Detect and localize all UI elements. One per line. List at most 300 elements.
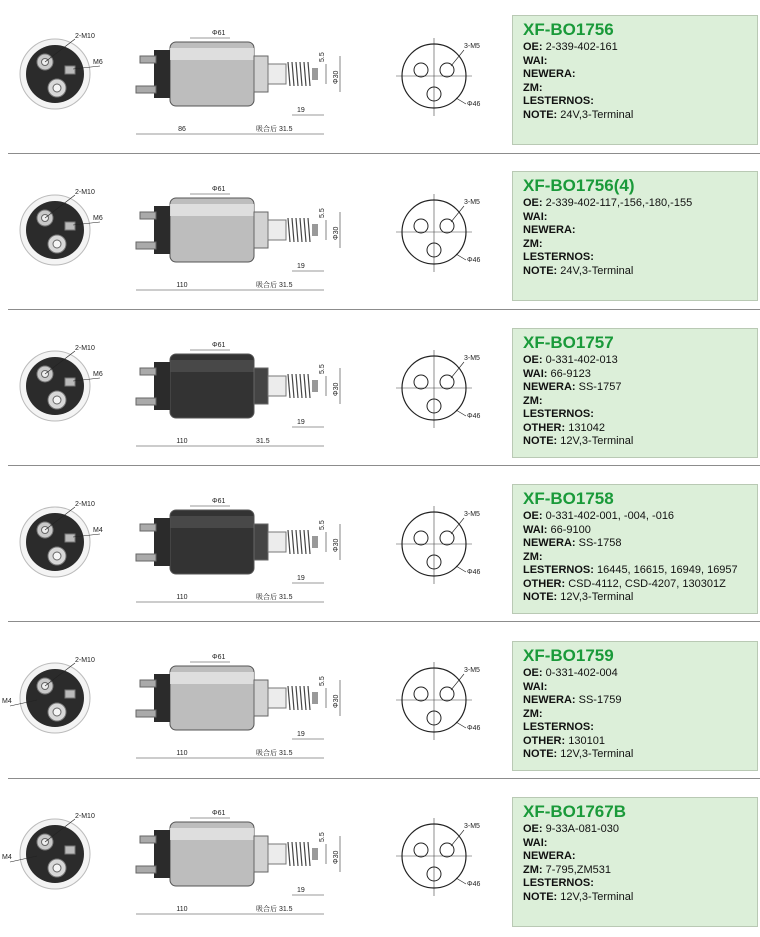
- length-label: 110: [176, 906, 188, 913]
- side-view: [136, 30, 340, 134]
- spring-coil: [304, 842, 306, 866]
- terminal-end-view: [2, 813, 95, 889]
- product-drawings: [0, 628, 505, 778]
- gap-label: 19: [297, 731, 305, 738]
- spec-label: LESTERNOS:: [523, 721, 594, 733]
- flange-diameter-label: Φ46: [467, 101, 481, 108]
- body-highlight: [170, 516, 254, 528]
- spring-coil: [296, 218, 298, 242]
- travel-label: 31.5: [256, 438, 270, 445]
- model-number: XF-BO1756(4): [523, 176, 635, 195]
- front-flange: [254, 212, 268, 248]
- spring-coil: [304, 530, 306, 554]
- spec-label: OTHER:: [523, 421, 566, 434]
- terminal-thread-label: 2-M10: [75, 813, 95, 820]
- spec-label: NOTE:: [523, 748, 558, 760]
- spec-line: [523, 354, 757, 368]
- product-drawings: [0, 160, 505, 310]
- plunger-tip: [312, 380, 318, 392]
- flange-view: [396, 38, 480, 116]
- spec-label: WAI:: [523, 54, 548, 67]
- spec-line: [523, 564, 757, 578]
- spec-card: [512, 484, 758, 614]
- flange-view: [396, 350, 480, 428]
- spring-coil: [304, 218, 306, 242]
- spec-line: [523, 537, 757, 551]
- holes-label: 3-M5: [464, 355, 480, 362]
- plunger-label: 5.5: [319, 520, 326, 530]
- spring-coil: [296, 62, 298, 86]
- mount-hole: [414, 219, 428, 233]
- plunger-diameter-label: Φ30: [333, 70, 340, 84]
- leader-line: [451, 50, 464, 66]
- flange-view: [396, 506, 480, 584]
- spec-label: NOTE:: [523, 108, 558, 121]
- flange-view: [396, 662, 480, 740]
- spec-line: [523, 224, 757, 238]
- spring-coil: [296, 374, 298, 398]
- spec-line: [523, 837, 757, 851]
- leader-line: [451, 830, 464, 846]
- spring-coil: [300, 686, 302, 710]
- body-highlight: [170, 672, 254, 684]
- mount-hole: [414, 531, 428, 545]
- spec-line: [523, 395, 757, 409]
- flange-diameter-label: Φ46: [467, 413, 481, 420]
- spring-coil: [304, 374, 306, 398]
- small-terminal: [65, 222, 75, 230]
- spec-label: ZM:: [523, 707, 543, 720]
- leader-line: [451, 206, 464, 222]
- spring-coil: [304, 686, 306, 710]
- holes-label: 3-M5: [464, 667, 480, 674]
- stud-thread-label: M4: [2, 854, 12, 861]
- travel-label: 吸合后 31.5: [256, 282, 293, 289]
- body-diameter-label: Φ61: [212, 810, 226, 817]
- spec-line: [523, 864, 757, 878]
- spring-coil: [296, 686, 298, 710]
- side-view: [136, 654, 340, 758]
- plunger-diameter-label: Φ30: [333, 382, 340, 396]
- plunger-collar: [268, 64, 286, 84]
- side-view: [136, 498, 340, 602]
- spec-line: [523, 748, 757, 762]
- spec-label: NEWERA:: [523, 68, 576, 80]
- spring-coil: [288, 686, 290, 710]
- leader-line: [456, 98, 466, 104]
- mount-hole: [414, 63, 428, 77]
- terminal-nut: [53, 84, 61, 92]
- spec-label: NOTE:: [523, 591, 558, 603]
- plunger-diameter-label: Φ30: [333, 538, 340, 552]
- gap-label: 19: [297, 263, 305, 270]
- spec-label: LESTERNOS:: [523, 95, 594, 107]
- spec-line: [523, 591, 757, 605]
- spec-card: [512, 15, 758, 145]
- spec-value: 2-339-402-161: [545, 41, 618, 53]
- terminal-bolt-bottom: [136, 710, 156, 717]
- spec-card: [512, 641, 758, 771]
- terminal-bolt-bottom: [136, 866, 156, 873]
- terminal-thread-label: 2-M10: [75, 657, 95, 664]
- row-divider: [8, 465, 760, 466]
- spec-value: 24V,3-Terminal: [560, 108, 634, 121]
- spec-line: [523, 82, 757, 96]
- leader-line: [451, 518, 464, 534]
- terminal-end-view: [20, 501, 103, 577]
- stud-thread-label: M6: [93, 371, 103, 378]
- spring-coil: [300, 530, 302, 554]
- terminal-bolt-bottom: [136, 398, 156, 405]
- body-diameter-label: Φ61: [212, 498, 226, 505]
- spring-coil: [292, 842, 294, 866]
- plunger-tip: [312, 224, 318, 236]
- spring-coil: [292, 62, 294, 86]
- spring-coil: [300, 374, 302, 398]
- spring-coil: [300, 62, 302, 86]
- spec-label: OE:: [523, 667, 543, 679]
- body-highlight: [170, 204, 254, 216]
- small-terminal: [65, 66, 75, 74]
- spec-line: [523, 55, 757, 69]
- plunger-diameter-label: Φ30: [333, 226, 340, 240]
- spec-label: WAI:: [523, 836, 548, 849]
- plunger-label: 5.5: [319, 364, 326, 374]
- product-drawings: [0, 472, 505, 622]
- travel-label: 吸合后 31.5: [256, 126, 293, 133]
- model-number: XF-BO1767B: [523, 802, 626, 821]
- product-row: [0, 316, 760, 466]
- spec-label: OE:: [523, 354, 543, 366]
- spring-coil: [308, 62, 310, 86]
- plunger-collar: [268, 532, 286, 552]
- spring-coil: [292, 530, 294, 554]
- spec-value: 24V,3-Terminal: [560, 264, 634, 277]
- plunger-label: 5.5: [319, 832, 326, 842]
- spring-coil: [308, 686, 310, 710]
- front-flange: [254, 680, 268, 716]
- spec-label: LESTERNOS:: [523, 251, 594, 263]
- spec-line: [523, 578, 757, 592]
- spec-label: WAI:: [523, 523, 548, 536]
- terminal-bolt-bottom: [136, 554, 156, 561]
- spec-label: NEWERA:: [523, 537, 576, 549]
- spec-label: NEWERA:: [523, 224, 576, 236]
- terminal-thread-label: 2-M10: [75, 501, 95, 508]
- spec-value: 12V,3-Terminal: [560, 748, 634, 760]
- spring-coil: [292, 686, 294, 710]
- spec-value: 130101: [568, 734, 605, 747]
- plunger-tip: [312, 536, 318, 548]
- leader-line: [456, 878, 466, 884]
- spec-value: 16445, 16615, 16949, 16957: [596, 564, 738, 576]
- terminal-bolt-top: [140, 56, 156, 63]
- side-view: [136, 342, 340, 446]
- spec-value: 2-339-402-117,-156,-180,-155: [545, 197, 693, 209]
- spec-value: SS-1758: [578, 537, 622, 549]
- flange-view: [396, 818, 480, 896]
- plunger-diameter-label: Φ30: [333, 694, 340, 708]
- spec-label: NEWERA:: [523, 381, 576, 393]
- spec-value: 12V,3-Terminal: [560, 591, 634, 603]
- gap-label: 19: [297, 419, 305, 426]
- spring-coil: [288, 530, 290, 554]
- spec-line: [523, 435, 757, 449]
- spec-label: ZM:: [523, 394, 543, 407]
- spring-coil: [300, 842, 302, 866]
- row-divider: [8, 309, 760, 310]
- terminal-bolt-bottom: [136, 242, 156, 249]
- gap-label: 19: [297, 887, 305, 894]
- spec-value: 12V,3-Terminal: [560, 435, 634, 447]
- flange-diameter-label: Φ46: [467, 257, 481, 264]
- plunger-label: 5.5: [319, 52, 326, 62]
- body-diameter-label: Φ61: [212, 654, 226, 661]
- spec-label: OE:: [523, 41, 543, 53]
- plunger-collar: [268, 844, 286, 864]
- leader-line: [451, 362, 464, 378]
- spec-value: 0-331-402-004: [545, 667, 618, 679]
- model-number: XF-BO1758: [523, 489, 614, 508]
- spec-label: NEWERA:: [523, 850, 576, 862]
- spec-label: NEWERA:: [523, 694, 576, 706]
- stud-thread-label: M6: [93, 59, 103, 66]
- spring-coil: [304, 62, 306, 86]
- length-label: 110: [176, 750, 188, 757]
- leader-line: [456, 410, 466, 416]
- spec-value: CSD-4112, CSD-4207, 130301Z: [568, 577, 726, 590]
- terminal-nut: [53, 396, 61, 404]
- spec-label: ZM:: [523, 237, 543, 250]
- body-diameter-label: Φ61: [212, 186, 226, 193]
- small-terminal: [65, 846, 75, 854]
- spec-label: OE:: [523, 197, 543, 209]
- front-flange: [254, 368, 268, 404]
- spec-line: [523, 694, 757, 708]
- terminal-bolt-bottom: [136, 86, 156, 93]
- spring-coil: [296, 842, 298, 866]
- spec-line: [523, 850, 757, 864]
- terminal-nut: [53, 552, 61, 560]
- travel-label: 吸合后 31.5: [256, 750, 293, 757]
- spec-line: [523, 251, 757, 265]
- plunger-collar: [268, 220, 286, 240]
- flange-diameter-label: Φ46: [467, 725, 481, 732]
- product-drawings: [0, 316, 505, 466]
- spec-value: 7-795,ZM531: [545, 863, 612, 876]
- terminal-bolt-top: [140, 212, 156, 219]
- terminal-nut: [53, 240, 61, 248]
- travel-label: 吸合后 31.5: [256, 594, 293, 601]
- leader-line: [456, 722, 466, 728]
- flange-diameter-label: Φ46: [467, 569, 481, 576]
- spec-label: NOTE:: [523, 890, 558, 903]
- gap-label: 19: [297, 575, 305, 582]
- product-row: [0, 628, 760, 778]
- spec-label: NOTE:: [523, 264, 558, 277]
- spec-label: OE:: [523, 823, 543, 835]
- spec-line: [523, 408, 757, 422]
- front-flange: [254, 836, 268, 872]
- terminal-nut: [53, 864, 61, 872]
- spec-value: 9-33A-081-030: [545, 823, 620, 835]
- spec-label: OTHER:: [523, 577, 566, 590]
- spec-line: [523, 41, 757, 55]
- spec-line: [523, 197, 757, 211]
- terminal-end-view: [20, 33, 103, 109]
- flange-view: [396, 194, 480, 272]
- spec-value: 66-9123: [550, 367, 591, 380]
- spec-line: [523, 708, 757, 722]
- spec-line: [523, 368, 757, 382]
- product-row: [0, 4, 760, 154]
- stud-thread-label: M4: [93, 527, 103, 534]
- spec-line: [523, 381, 757, 395]
- spec-line: [523, 109, 757, 123]
- spec-line: [523, 211, 757, 225]
- spec-label: WAI:: [523, 680, 548, 693]
- plunger-collar: [268, 376, 286, 396]
- spec-line: [523, 422, 757, 436]
- body-diameter-label: Φ61: [212, 342, 226, 349]
- spring-coil: [292, 218, 294, 242]
- plunger-tip: [312, 68, 318, 80]
- spec-label: WAI:: [523, 210, 548, 223]
- row-divider: [8, 778, 760, 779]
- spring-coil: [300, 218, 302, 242]
- spec-label: LESTERNOS:: [523, 877, 594, 889]
- spring-coil: [288, 218, 290, 242]
- model-number: XF-BO1757: [523, 333, 614, 352]
- terminal-bolt-top: [140, 836, 156, 843]
- spec-value: 12V,3-Terminal: [560, 890, 634, 903]
- holes-label: 3-M5: [464, 511, 480, 518]
- terminal-end-view: [20, 345, 103, 421]
- plunger-collar: [268, 688, 286, 708]
- spec-label: ZM:: [523, 550, 543, 563]
- side-view: [136, 810, 340, 914]
- holes-label: 3-M5: [464, 199, 480, 206]
- spec-line: [523, 891, 757, 905]
- terminal-nut: [53, 708, 61, 716]
- spring-coil: [288, 374, 290, 398]
- holes-label: 3-M5: [464, 43, 480, 50]
- spec-line: [523, 735, 757, 749]
- spec-value: 66-9100: [550, 523, 591, 536]
- product-row: [0, 160, 760, 310]
- leader-line: [451, 674, 464, 690]
- spec-label: ZM:: [523, 81, 543, 94]
- mount-hole: [414, 843, 428, 857]
- product-row: [0, 784, 760, 934]
- terminal-bolt-top: [140, 524, 156, 531]
- model-number: XF-BO1759: [523, 646, 614, 665]
- spring-coil: [308, 218, 310, 242]
- small-terminal: [65, 690, 75, 698]
- flange-diameter-label: Φ46: [467, 881, 481, 888]
- travel-label: 吸合后 31.5: [256, 906, 293, 913]
- spec-line: [523, 265, 757, 279]
- terminal-bolt-top: [140, 368, 156, 375]
- row-divider: [8, 153, 760, 154]
- spec-line: [523, 681, 757, 695]
- terminal-thread-label: 2-M10: [75, 189, 95, 196]
- spec-label: OTHER:: [523, 734, 566, 747]
- terminal-thread-label: 2-M10: [75, 345, 95, 352]
- spec-card: [512, 797, 758, 927]
- spring-coil: [308, 842, 310, 866]
- spec-line: [523, 721, 757, 735]
- spec-value: SS-1759: [578, 694, 622, 706]
- body-highlight: [170, 360, 254, 372]
- terminal-end-view: [2, 657, 95, 733]
- product-drawings: [0, 4, 505, 154]
- spec-card: [512, 328, 758, 458]
- body-highlight: [170, 48, 254, 60]
- length-label: 110: [176, 438, 188, 445]
- length-label: 110: [176, 594, 188, 601]
- spec-line: [523, 877, 757, 891]
- leader-line: [456, 566, 466, 572]
- length-label: 86: [178, 126, 186, 133]
- side-view: [136, 186, 340, 290]
- front-flange: [254, 524, 268, 560]
- terminal-end-view: [20, 189, 103, 265]
- stud-thread-label: M4: [2, 698, 12, 705]
- spec-line: [523, 551, 757, 565]
- spec-label: NOTE:: [523, 435, 558, 447]
- small-terminal: [65, 378, 75, 386]
- spec-line: [523, 68, 757, 82]
- spring-coil: [292, 374, 294, 398]
- plunger-label: 5.5: [319, 676, 326, 686]
- spec-value: 0-331-402-001, -004, -016: [545, 510, 675, 522]
- row-divider: [8, 621, 760, 622]
- spring-coil: [288, 62, 290, 86]
- spring-coil: [296, 530, 298, 554]
- front-flange: [254, 56, 268, 92]
- terminal-bolt-top: [140, 680, 156, 687]
- spec-label: WAI:: [523, 367, 548, 380]
- spec-line: [523, 823, 757, 837]
- body-diameter-label: Φ61: [212, 30, 226, 37]
- terminal-thread-label: 2-M10: [75, 33, 95, 40]
- holes-label: 3-M5: [464, 823, 480, 830]
- product-row: [0, 472, 760, 622]
- spring-coil: [288, 842, 290, 866]
- plunger-tip: [312, 848, 318, 860]
- spec-line: [523, 238, 757, 252]
- spec-label: ZM:: [523, 863, 543, 876]
- stud-thread-label: M6: [93, 215, 103, 222]
- spec-value: 0-331-402-013: [545, 354, 618, 366]
- spring-coil: [308, 374, 310, 398]
- small-terminal: [65, 534, 75, 542]
- model-number: XF-BO1756: [523, 20, 614, 39]
- plunger-diameter-label: Φ30: [333, 850, 340, 864]
- gap-label: 19: [297, 107, 305, 114]
- spec-card: [512, 171, 758, 301]
- spec-line: [523, 524, 757, 538]
- mount-hole: [414, 687, 428, 701]
- spec-line: [523, 510, 757, 524]
- spec-line: [523, 667, 757, 681]
- spec-label: LESTERNOS:: [523, 408, 594, 420]
- spec-line: [523, 95, 757, 109]
- leader-line: [456, 254, 466, 260]
- product-drawings: [0, 784, 505, 934]
- mount-hole: [414, 375, 428, 389]
